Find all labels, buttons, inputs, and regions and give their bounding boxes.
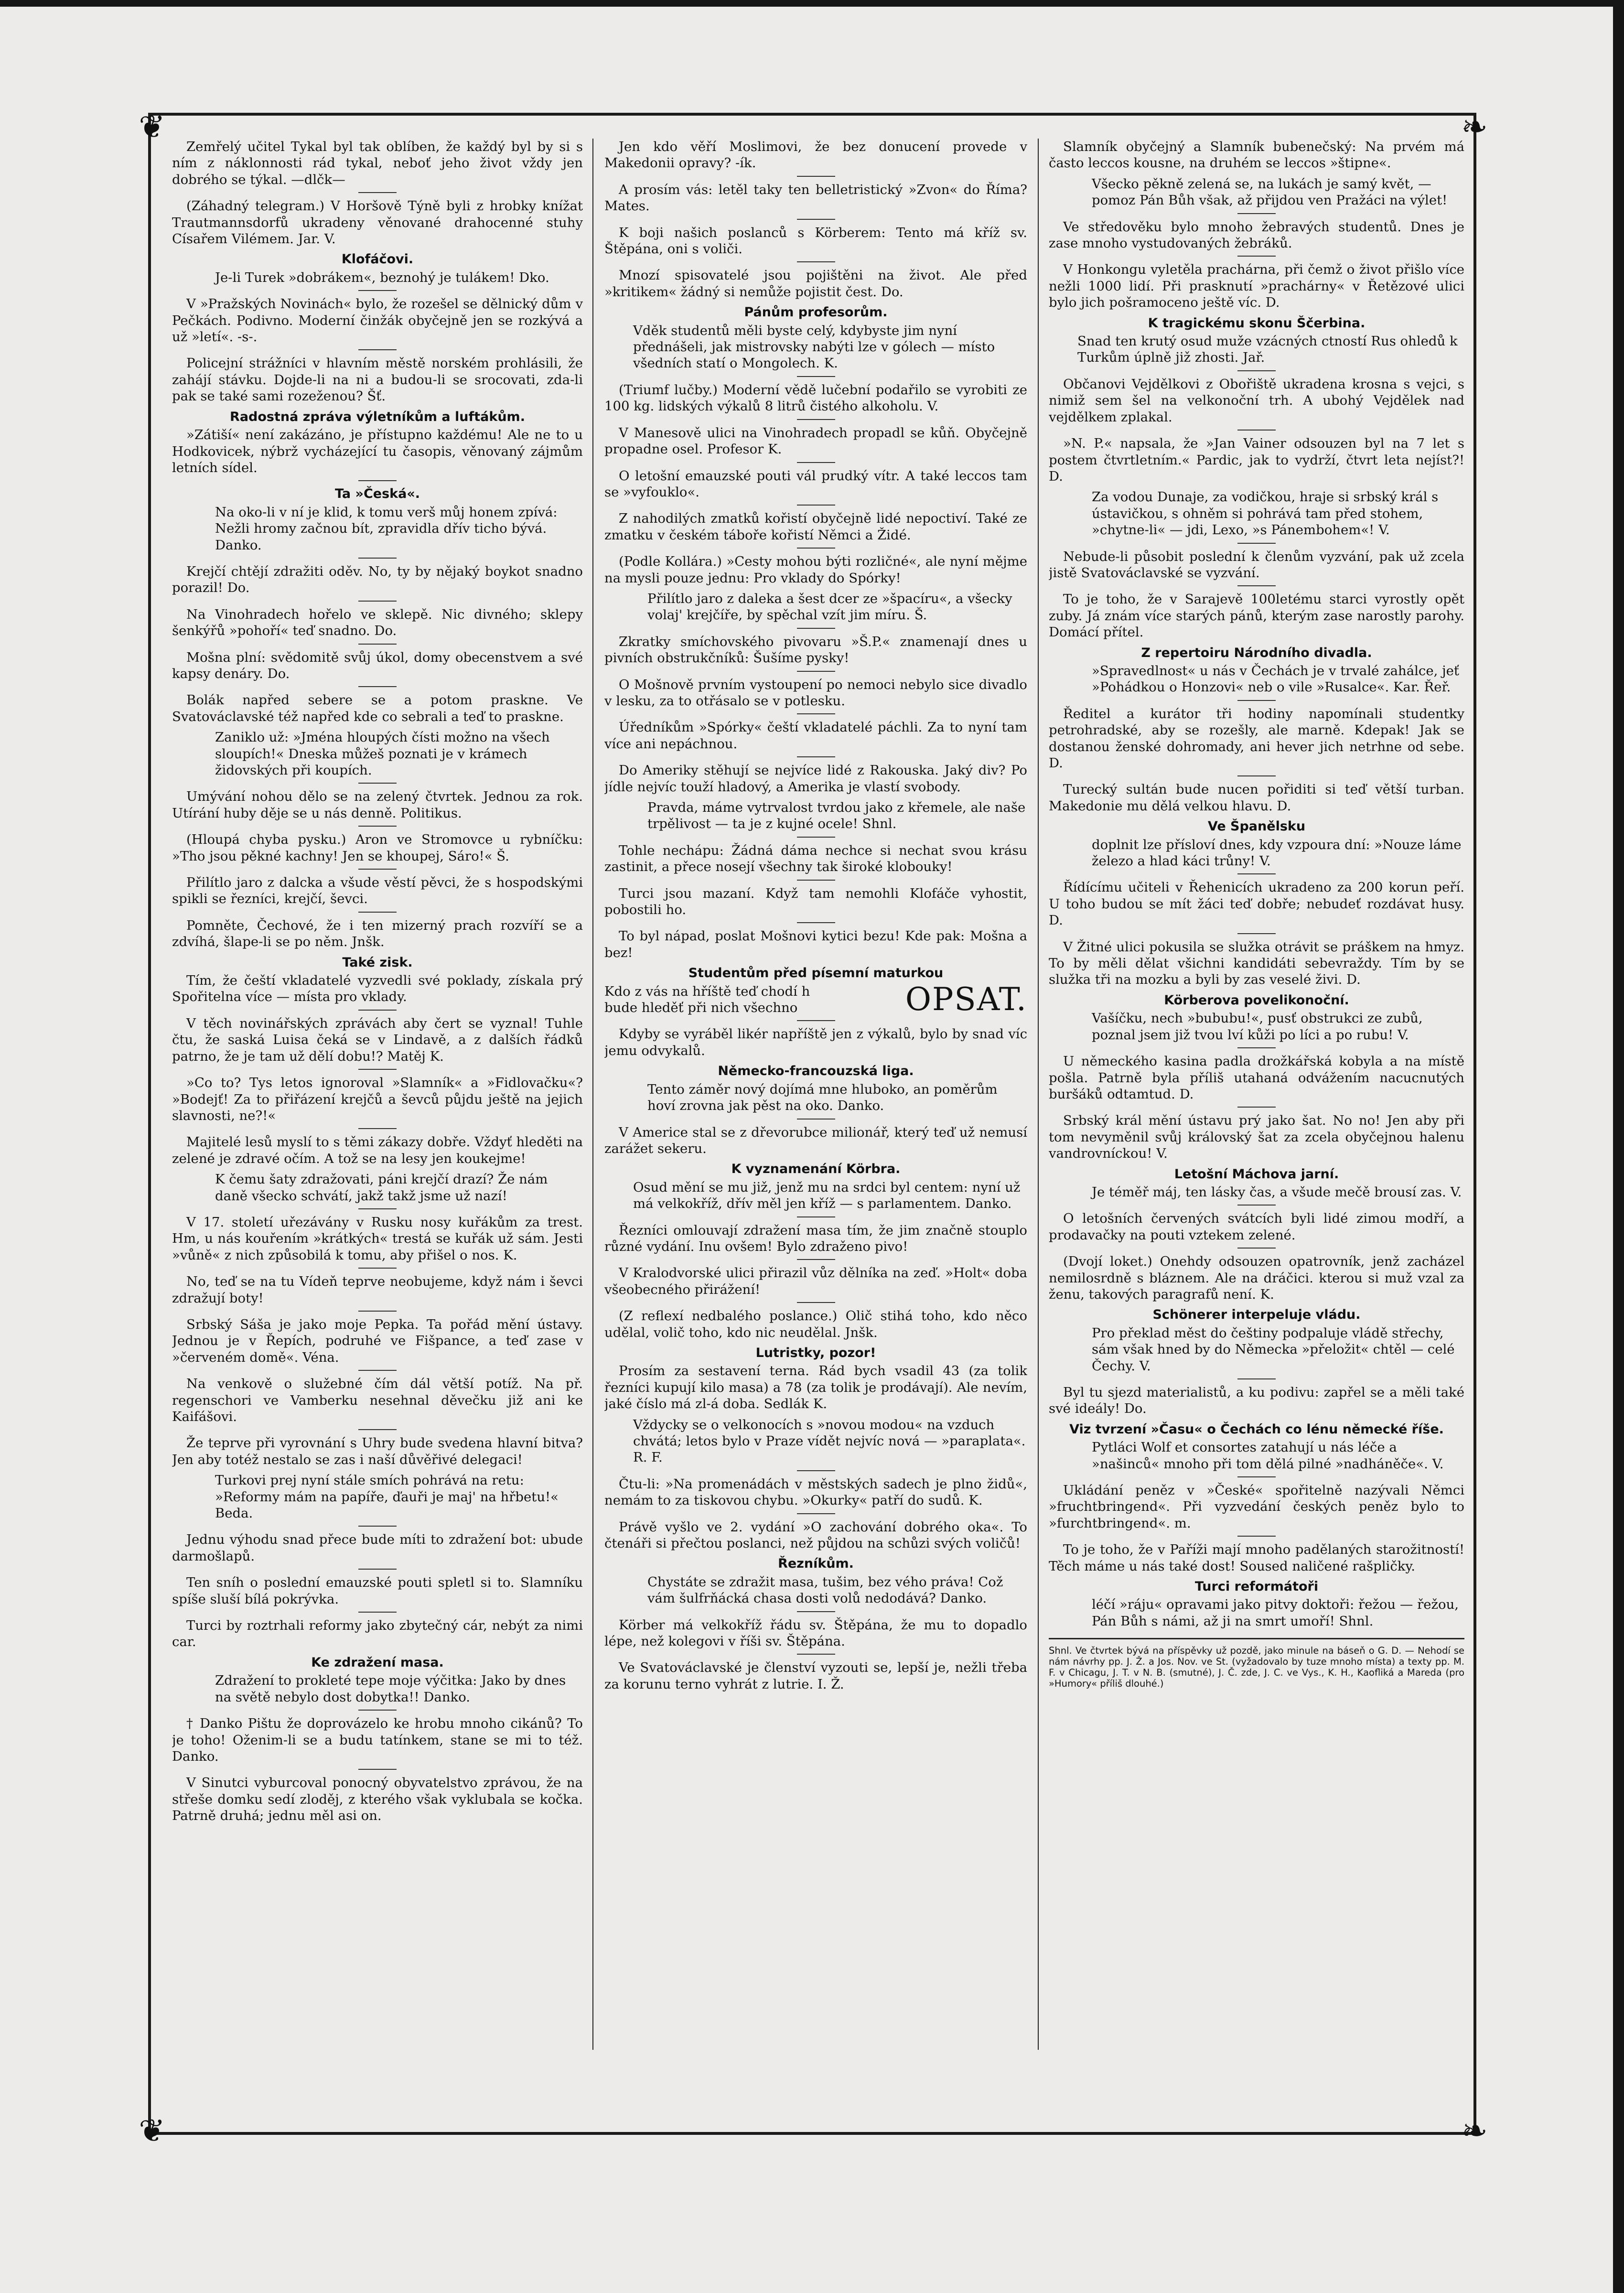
separator [797,671,835,672]
separator [358,912,397,913]
article-text: Zkratky smíchovského pivovaru »Š.P.« znamenají dnes u pivních obstrukčníků: Šušíme pysky! [604,634,1027,666]
article-heading: K vyznamenání Körbra. [731,1162,901,1177]
separator [1237,775,1276,776]
column-1 [172,139,583,2128]
separator [358,1569,397,1570]
article-text: Slamník obyčejný a Slamník bubenečský: Na prvém má často leccos kousne, na druhém se leccos »štipne«. [1049,139,1464,171]
separator [1237,1248,1276,1249]
article-text: Srbský král mění ústavu prý jako šat. No no! Jen aby při tom nevyměnil svůj královský šat za zcela obyčejnou halenu vandrovníckou! V. [1049,1113,1464,1162]
article-heading: Řezníkům. [778,1556,854,1572]
column-divider-2 [1038,139,1039,2050]
separator [797,219,835,220]
verse: Je-li Turek »dobrákem«, beznohý je tulákem! Dko. [215,269,549,285]
frame-border-top [148,113,1476,116]
verse: léčí »ráju« opravami jako pitvy doktoři: řežou — řežou, Pán Bůh s námi, až ji na smrt umoří! Shnl. [1092,1597,1459,1629]
verse: Osud mění se mu již, jenž mu na srdci byl centem: nyní už má velkokříž, dřív měl jen kříž — s parlamentem. Danko. [633,1179,1021,1212]
article-heading: Také zisk. [342,955,413,970]
separator [797,756,835,757]
separator [358,558,397,559]
separator [1237,933,1276,934]
scan-top-edge [0,0,1624,7]
opsat-word: OPSAT. [905,980,1027,1018]
separator [1237,256,1276,257]
separator [1237,213,1276,214]
separator [797,1119,835,1120]
separator [797,1259,835,1260]
separator [358,1429,397,1430]
article-text: Tohle nechápu: Žádná dáma nechce si nechat svou krásu zastinit, a přece nosejí všechny tak široké klobouky! [604,842,1027,875]
verse: Za vodou Dunaje, za vodičkou, hraje si srbský král s ústavičkou, s ohněm si pohrává tam před stohem, »chytne-li« — jdi, Lexo, »s Pánembohem«! V. [1092,489,1439,538]
article-text: Řídícímu učiteli v Řehenicích ukradeno za 200 korun peří. U toho budou se mít žáci teď dobře; nebudeť rozdávat husy. D. [1049,880,1464,928]
article-text: O letošní emauzské pouti vál prudký vítr. A také leccos tam se »vyfouklo«. [604,468,1027,500]
separator [1237,1107,1276,1108]
article-text: Ředitel a kurátor tři hodiny napomínali studentky petrohradské, aby se rozešly, ale marně. Kdepak! Jak se dostanou ženské dohromady, ani hever jich netrhne od sebe. D. [1049,706,1464,771]
article-text: Pomněte, Čechové, že i ten mizerný prach rozvíří se a zdvíhá, šlape-li se po něm. Jnšk. [172,917,583,950]
separator [1237,873,1276,874]
verse: Na oko-li v ní je klid, k tomu verš můj honem zpívá: Nežli hromy začnou bít, zpravidla dřív ticho bývá. Danko. [215,504,558,553]
article-text: Umývání nohou dělo se na zelený čtvrtek. Jednou za rok. Utírání huby děje se u nás denně. Politikus. [172,789,583,821]
article-text: No, teď se na tu Vídeň teprve neobujeme, když nám i ševci zdražují boty! [172,1274,583,1306]
separator [358,1268,397,1269]
separator [358,349,397,350]
article-text: Na Vinohradech hořelo ve sklepě. Nic divného; sklepy šenkýřů »pohoří« teď snadno. Do. [172,606,583,639]
article-text: † Danko Pištu že doprovázelo ke hrobu mnoho cikánů? To je toho! Oženim-li se a budu tatínkem, stane se mi to též. Danko. [172,1716,583,1764]
article-text: Bolák napřed sebere se a potom praskne. Ve Svatováclavské též napřed kde co sebrali a teď to praskne. [172,692,583,724]
article-text: Řezníci omlouvají zdražení masa tím, že jim značně stouplo různé vydání. Inu ovšem! Bylo zdraženo pivo! [604,1222,1027,1254]
article-text: Körber má velkokříž řádu sv. Štěpána, že mu to dopadlo lépe, než kolegovi v říši sv. Štěpána. [604,1617,1027,1649]
separator [358,686,397,687]
article-heading: Lutristky, pozor! [755,1345,876,1360]
article-text: Do Ameriky stěhují se nejvíce lidé z Rakouska. Jaký div? Po jídle nejvíc touží hladový, a Amerika je vlastí svobody. [604,763,1027,795]
article-text: Prosím za sestavení terna. Rád bych vsadil 43 (za tolik řezníci kupují kilo masa) a 78 (za tolik je prodávají). Ale nevím, jaké číslo má zl-á doba. Sedlák K. [604,1363,1027,1412]
verse: Chystáte se zdražit masa, tušim, bez vého práva! Což vám šulfrňácká chasa dosti volů nedodává? Danko. [647,1574,1003,1606]
verse: Turkovi prej nyní stále smích pohrává na retu: »Reformy mám na papíře, ďauři je maj' na hřbetu!« Beda. [215,1473,559,1521]
separator [358,1370,397,1371]
article-text: (Záhadný telegram.) V Horšově Týně byli z hrobky knížat Trautmannsdorfů ukradeny věnované drahocenné stuhy Císařem Vilémem. Jar. V. [172,198,583,247]
verse: Je téměř máj, ten lásky čas, a všude mečě brousí zas. V. [1092,1184,1462,1200]
article-text: (Podle Kollára.) »Cesty mohou býti rozličné«, ale nyní mějme na mysli pouze jednu: Pro vklady do Spórky! [604,554,1027,586]
separator [358,869,397,870]
separator [1237,430,1276,431]
article-text: Že teprve při vyrovnání s Uhry bude svedena hlavní bitva? Jen aby totéž nestalo se zas i naší důvěřivé delegaci! [172,1435,583,1467]
separator [797,1611,835,1612]
article-text: »Co to? Tys letos ignoroval »Slamník« a »Fidlovačku«? »Bodejť! Za to přiřázení krejčů a ševců půjdu ještě na jejich slavnosti, ne?!« [172,1075,583,1123]
article-text: V Honkongu vyletěla prachárna, při čemž o život přišlo více nežli 1000 lidí. Při prasknutí »prachárny« v Řetězové ulici bylo jich pošramoceno ještě víc. D. [1049,262,1464,311]
ornament-bottom-right-icon: ❧ [1461,2112,1488,2149]
article-text: V Žitné ulici pokusila se služka otrávit se práškem na hmyz. To by měli dělat všichni kandidáti sebevraždy. Tím by se služka tři na mozku a byli by zas veselé živi. D. [1049,939,1464,988]
article-text: Čtu-li: »Na promenádách v městských sadech je plno židů«, nemám to za tiskovou chybu. »Okurky« patří do sudů. K. [604,1476,1027,1508]
separator [358,480,397,481]
frame-border-bottom [148,2132,1476,2135]
frame-border-left [148,113,151,2135]
separator [1237,1378,1276,1379]
verse: Vděk studentů měli byste celý, kdybyste jim nyní přednášeli, jak mistrovsky nabýti lze v gólech — místo všedních statí o Mongolech. K. [633,323,995,371]
verse: Zaniklo už: »Jména hloupých čísti možno na všech sloupích!« Dneska můžeš poznati je v krámech židovských při koupích. [215,730,550,778]
article-text: O letošních červených svátcích byli lidé zimou modří, a prodavačky na pouti vztekem zelené. [1049,1211,1464,1243]
separator [358,783,397,784]
verse: Vašíčku, nech »bububu!«, pusť obstrukci ze zubů, poznal jsem již tvou lví kůži po líci a po rubu! V. [1092,1011,1423,1043]
separator [358,1208,397,1209]
separator [797,548,835,549]
article-heading: Viz tvrzení »Času« o Čechách co lénu německé říše. [1069,1421,1444,1437]
article-text: Ve středověku bylo mnoho žebravých studentů. Dnes je zase mnoho vystudovaných žebráků. [1049,219,1464,251]
verse: Pytláci Wolf et consortes zatahují u nás léče a »našinců« mnoho při tom dělá pilné »nadháněče«. V. [1092,1440,1444,1472]
article-text: Srbský Sáša je jako moje Pepka. Ta pořád mění ústavy. Jednou je v Řepích, podruhé ve Fišpance, a teď zase v »červeném domě«. Véna. [172,1316,583,1365]
article-heading: Turci reformátoři [1194,1579,1319,1594]
article-text: V »Pražských Novinách« bylo, že rozešel se dělnický dům v Pečkách. Podivno. Moderní činžák obyčejně jen se rozkývá a už »letí«. -s-. [172,296,583,345]
article-text: Jen kdo věří Moslimovi, že bez donucení provede v Makedonii opravy? -ík. [604,139,1027,171]
verse-line: bude hleděť při nich všechno [604,1000,798,1016]
article-text: Občanovi Vejdělkovi z Obořiště ukradena krosna s vejci, s nimiž sem šel na velkonoční trh. A ubohý Vejdělek nad vejdělkem zplakal. [1049,376,1464,425]
article-heading: Körberova povelikonoční. [1164,992,1349,1008]
separator [797,1654,835,1655]
article-text: V Kralodvorské ulici přirazil vůz dělníka na zeď. »Holt« doba všeobecného přirážení! [604,1265,1027,1297]
article-text: Kdyby se vyráběl likér napříště jen z výkalů, bylo by snad víc jemu odvykalů. [604,1026,1027,1058]
ornament-bottom-left-icon: ❦ [139,2112,165,2149]
separator [358,1526,397,1527]
article-text: U německého kasina padla drožkářská kobyla a na místě pošla. Patrně byla příliš utahaná odvážením nacucnutých buršáků odtamtud. D. [1049,1054,1464,1102]
verse: »Spravedlnost« u nás v Čechách je v trvalé zahálce, jeť »Pohádkou o Honzovi« neb o vile »Rusalce«. Kar. Řeř. [1092,663,1459,695]
article-heading: Ta »Česká«. [334,486,420,502]
verse: Tento záměr nový dojímá mne hluboko, an poměrům hoví zrovna jak pěst na oko. Danko. [647,1081,998,1114]
separator [1237,543,1276,544]
article-text: V Sinutci vyburcoval ponocný obyvatelstvo zprávou, že na střeše domku sedí zloděj, z kterého však vyklubala se kočka. Patrně druhá; jednu měl asi on. [172,1775,583,1824]
column-2 [604,139,1027,2128]
separator [1237,585,1276,586]
separator [797,505,835,506]
verse: Pravda, máme vytrvalost tvrdou jako z křemele, ale naše trpělivost — ta je z kujné ocele! Shnl. [647,800,1026,832]
article-text: To byl nápad, poslat Mošnovi kytici bezu! Kde pak: Mošna a bez! [604,928,1027,960]
article-text: (Triumf lučby.) Moderní vědě lučební podařilo se vyrobiti ze 100 kg. lidských výkalů 8 litrů čistého alkoholu. V. [604,382,1027,414]
ornament-top-left-icon: ❦ [139,108,165,145]
editorial-note: Shnl. Ve čtvrtek bývá na příspěvky už pozdě, jako minule na báseň o G. D. — Nehodí se nám návrhy pp. J. Ž. a Jos. Nov. ve St. (vyžadovalo by tuze mnoho místa) a texty pp. M. F. v Chicagu, J. T. v N. B. (smutné), J. Č. zde, J. C. ve Vys., K. H., Kaofliká a Mareda (pro »Humory« příliš dlouhé.) [1049,1638,1464,1689]
scan-right-edge [1613,0,1624,2293]
article-text: Jednu výhodu snad přece bude míti to zdražení bot: ubude darmošlapů. [172,1532,583,1564]
separator [797,261,835,262]
article-heading: Letošní Máchova jarní. [1174,1166,1339,1182]
separator [358,826,397,827]
article-heading: Ke zdražení masa. [311,1655,444,1670]
separator [358,644,397,645]
article-heading: Radostná zpráva výletníkům a luftákům. [230,409,525,424]
separator [1237,1536,1276,1537]
verse: Snad ten krutý osud muže vzácných ctností Rus ohledů k Turkům úplně již zhosti. Jař. [1077,334,1458,366]
article-text: K boji našich poslanců s Körberem: Tento má kříž sv. Štěpána, oni s voliči. [604,225,1027,257]
article-text: Ten sníh o poslední emauzské pouti spletl si to. Slamníku spíše sluší bílá pokrývka. [172,1575,583,1607]
article-text: Krejčí chtějí zdražiti oděv. No, ty by nějaký boykot snadno porazil! Do. [172,563,583,596]
article-text: Turci by roztrhali reformy jako zbytečný cár, nebýt za nimi car. [172,1618,583,1650]
verse: Zdražení to prokleté tepe moje výčitka: Jako by dnes na světě nebylo dost dobytka!! Danko. [215,1673,566,1705]
verse: Všecko pěkně zelená se, na lukách je samý květ, — pomoz Pán Bůh však, až přijdou ven Pražáci na výlet! [1092,176,1448,208]
separator [358,1710,397,1711]
separator [797,419,835,420]
article-text: Právě vyšlo ve 2. vydání »O zachování dobrého oka«. To čtenáři si přečtou poslanci, než půjdou na schůzi svých voličů! [604,1519,1027,1551]
separator [358,1612,397,1613]
article-text: To je toho, že v Sarajevě 100letému starci vyrostly opět zuby. Já znám více starých pánů, kterým zase narostly parohy. Domácí přítel. [1049,592,1464,640]
article-text: O Mošnově prvním vystoupení po nemoci nebylo sice divadlo v lesku, za to otřásalo se v potlesku. [604,677,1027,709]
separator [797,176,835,177]
separator [797,1020,835,1021]
article-heading: Ve Španělsku [1207,819,1306,834]
article-text: V Americe stal se z dřevorubce milionář, který teď už nemusí zarážet sekeru. [604,1124,1027,1156]
separator [1237,1476,1276,1477]
article-text: Turecký sultán bude nucen pořiditi si teď větší turban. Makedonie mu dělá velkou hlavu. D. [1049,782,1464,814]
article-text: Úředníkům »Spórky« čeští vkladatelé páchli. Za to nyní tam více ani nepáchnou. [604,720,1027,752]
article-text: »Zátiší« není zakázáno, je přístupno každému! Ale ne to u Hodkovicek, nýbrž vycházející tu časopis, věnovaný zájmům letních sídel. [172,427,583,475]
article-text: A prosím vás: letěl taky ten belletristický »Zvon« do Říma? Mates. [604,182,1027,214]
article-text: Mošna plní: svědomitě svůj úkol, domy obecenstvem a své kapsy denáry. Do. [172,649,583,681]
separator [358,1010,397,1011]
separator [358,601,397,602]
article-text: Zemřelý učitel Tykal byl tak oblíben, že každý byl by si s ním z náklonnosti rád tykal, neboť jeho život vždy jen dobrého se týkal. —dlčk— [172,139,583,187]
article-heading: Klofáčovi. [341,252,414,267]
separator [358,290,397,291]
article-text: Tím, že čeští vkladatelé vyzvedli své poklady, získala prý Spořitelna více — místa pro vklady. [172,973,583,1005]
verse-line: Kdo z vás na hříště teď chodí h [604,983,810,999]
article-heading: Pánům profesorům. [744,305,888,320]
article-text: (Z reflexí nedbalého poslance.) Olič stihá toho, kdo něco udělal, volič toho, kdo nic neudělal. Jnšk. [604,1308,1027,1340]
article-heading: K tragickému skonu Ščerbina. [1148,315,1366,331]
article-heading: Studentům před písemní maturkou [688,966,944,981]
separator [797,837,835,838]
article-text: Ukládání peněz v »České« spořitelně nazývali Němci »fruchtbringend«. Při vyzvedání českých peněz bylo to »furchtbringend«. m. [1049,1483,1464,1531]
article-heading: Z repertoiru Národního divadla. [1141,645,1372,660]
separator [358,1128,397,1129]
article-text: (Dvojí loket.) Onehdy odsouzen opatrovník, jenž zacházel nemilosrdně s bláznem. Ale na dráčici. kterou si muž vzal za ženu, takových paragrafů není. K. [1049,1254,1464,1302]
separator [797,1216,835,1217]
article-text: V 17. století uřezávány v Rusku nosy kuřákům za trest. Hm, u nás kouřením »krátkých« trestá se kuřák už sám. Jesti »vůně« z nich způsobilá k tomu, aby přišel o nos. K. [172,1214,583,1263]
separator [797,462,835,463]
article-text: Z nahodilých zmatků kořistí obyčejně lidé nepoctiví. Také ze zmatku v českém táboře kořistí Němci a Židé. [604,511,1027,543]
separator [797,713,835,714]
article-text: Byl tu sjezd materialistů, a ku podivu: zapřel se a měli také své ideály! Do. [1049,1385,1464,1417]
verse: K čemu šaty zdražovati, páni krejčí drazí? Že nám daně všecko schvátí, jakž takž jsme už nazí! [215,1172,548,1204]
verse: Přilítlo jaro z daleka a šest dcer ze »špacíru«, a všecky volaj' krejčíře, by spěchal vzít jim míru. Š. [647,591,1012,623]
article-text: (Hloupá chyba pysku.) Aron ve Stromovce u rybníčku: »Tho jsou pěkné kachny! Jen se khoupej, Sáro!« Š. [172,832,583,864]
article-text: V Manesově ulici na Vinohradech propadl se kůň. Obyčejně propadne osel. Profesor K. [604,425,1027,457]
separator [797,1302,835,1303]
frame-border-right [1473,113,1476,2135]
article-text: »N. P.« napsala, že »Jan Vainer odsouzen byl na 7 let s postem čtvrtletním.« Pardic, jak to vydrží, čtvrt leta nejíst?! D. [1049,436,1464,484]
separator [797,880,835,881]
article-text: To je toho, že v Paříži mají mnoho padělaných starožitností! Těch máme u nás také dost! Soused naličené rašpličky. [1049,1542,1464,1574]
separator [358,1311,397,1312]
opsat-verse [604,980,1027,1018]
article-heading: Schönerer interpeluje vládu. [1152,1307,1361,1323]
article-text: V těch novinářských zprávách aby čert se vyznal! Tuhle čtu, že saská Luisa čeká se v Lindavě, a z dalších řádků patrno, že je tam už dělí dobu!? Matěj K. [172,1015,583,1064]
article-text: Turci jsou mazaní. Když tam nemohli Klofáče vyhostit, pobostili ho. [604,885,1027,918]
article-text: Na venkově o služebné čím dál větší potíž. Na př. regenschori ve Vamberku nesehnal děvečku již ani ke Kaifášovi. [172,1376,583,1424]
article-text: Nebude-li působit poslední k členům vyzvání, pak už zcela jistě Svatováclavské se vyzvání. [1049,549,1464,581]
article-text: Majitelé lesů myslí to s těmi zákazy dobře. Vždyť hleděti na zelené je zdravé očím. A tož se na lesy jen koukejme! [172,1134,583,1166]
separator [797,1470,835,1471]
article-heading: Německo-francouzská liga. [718,1064,914,1079]
separator [1237,700,1276,701]
separator [797,1513,835,1514]
separator [797,922,835,923]
verse: Pro překlad měst do češtiny podpaluje vládě střechy, sám však hned by do Německa »přeložit« chtěl — celé Čechy. V. [1092,1325,1455,1374]
separator [1237,370,1276,371]
column-divider-1 [592,139,593,2050]
separator [358,1769,397,1770]
ornament-top-right-icon: ❧ [1461,108,1488,145]
verse: doplnit lze přísloví dnes, kdy vzpoura dní: »Nouze láme železo a hlad káci trůny! V. [1092,837,1462,869]
article-text: Policejní strážníci v hlavním městě norském prohlásili, že zahájí stávku. Dojde-li na ni a budou-li se srocovati, zda-li pak se také sami rozeženou? Šť. [172,355,583,404]
separator [358,192,397,193]
separator [797,628,835,629]
separator [358,1069,397,1070]
verse: Vždycky se o velkonocích s »novou modou« na vzduch chvátá; letos bylo v Praze vídět nejvíc nová — »paraplata«. R. F. [633,1417,1026,1465]
article-text: Přilítlo jaro z dalcka a všude věstí pěvci, že s hospodskými spikli se řezníci, krejčí, ševci. [172,875,583,907]
article-text: Mnozí spisovatelé jsou pojištěni na život. Ale před »kritikem« žádný si nemůže pojistit čest. Do. [604,268,1027,300]
article-text: Ve Svatováclavské je členství vyzouti se, lepší je, nežli třeba za korunu terno vyhrát z lutrie. I. Ž. [604,1660,1027,1692]
separator [1237,1047,1276,1048]
separator [797,376,835,377]
separator [1237,1205,1276,1206]
column-3 [1049,139,1464,2128]
